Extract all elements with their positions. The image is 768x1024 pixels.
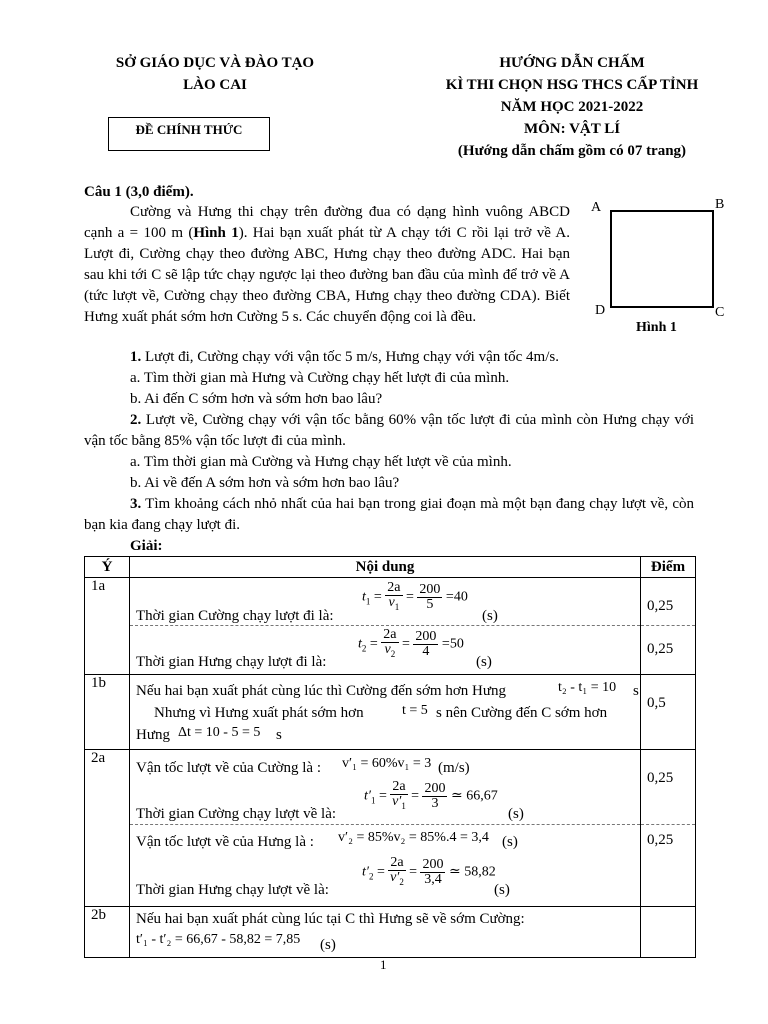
figure-caption: Hình 1 [636,320,677,335]
page-count-note: (Hướng dẫn chấm gồm có 07 trang) [457,143,687,159]
math-2a-3: v′₂ = 85%v₂ = 85%.4 = 3,4 [338,830,489,845]
frac-num: 2a [390,855,404,870]
frac-num: 2a [392,779,406,794]
part-1: 1. Lượt đi, Cường chạy với vận tốc 5 m/s, Hưng chạy với vận tốc 4m/s. [130,349,559,365]
math-2b-1: t′₁ - t′₂ = 66,67 - 58,82 = 7,85 [136,932,301,947]
guide-title: HƯỚNG DẪN CHẤM [499,55,645,71]
part-3: 3. Tìm khoảng cách nhỏ nhất của hai bạn trong giai đoạn mà một bạn đang chạy lượt về, còn bạn kia đang chạy lượt đi. [84,496,694,533]
unit-2a-4: (s) [494,882,510,898]
line-2a-2: Thời gian Cường chạy lượt về là: [136,806,337,822]
frac-num-value: 200 [422,856,444,872]
line-2b-1: Nếu hai bạn xuất phát cùng lúc tại C thì Hưng sẽ về sớm Cường: [136,911,525,927]
frac-num-value: 200 [415,628,437,644]
unit-1a-2: (s) [476,654,492,670]
row-id-2a: 2a [85,750,130,907]
col-header-score: Điểm [641,557,696,578]
unit-1b-1: s [633,683,639,699]
part-2a: a. Tìm thời gian mà Cường và Hưng chạy hết lượt về của mình. [130,454,512,470]
page-number: 1 [380,957,387,972]
line-1b-2b: s nên Cường đến C sớm hơn [436,705,608,721]
school-year: NĂM HỌC 2021-2022 [500,99,644,115]
math-1b-3: Δt = 10 - 5 = 5 [178,725,261,740]
unit-2b-1: (s) [320,937,336,953]
frac-den-value: 3 [431,795,439,811]
result-1a-2: =50 [441,636,464,652]
official-stamp-box: ĐỀ CHÍNH THỨC [108,117,270,151]
score-2a-2: 0,25 [647,832,674,848]
line-1b-3: Hưng [136,727,170,743]
frac-den-value: 5 [426,596,434,612]
part-1b: b. Ai đến C sớm hơn và sớm hơn bao lâu? [130,391,383,407]
part-2b: b. Ai về đến A sớm hơn và sớm hơn bao lâu? [130,475,400,491]
frac-num: 2a [387,580,401,595]
score-1b: 0,5 [647,695,666,711]
line-1a-1: Thời gian Cường chạy lượt đi là: [136,608,334,624]
line-1b-2: Nhưng vì Hưng xuất phát sớm hơn [154,705,364,721]
line-1b-1: Nếu hai bạn xuất phát cùng lúc thì Cường đến sớm hơn Hưng [136,683,506,699]
solution-heading: Giải: [130,538,163,554]
exam-title: KÌ THI CHỌN HSG THCS CẤP TỈNH [445,77,699,93]
frac-num-value: 200 [419,581,441,597]
result-2a-4: ≃ 58,82 [448,864,496,880]
figure-square-abcd [610,210,714,308]
dept-name: SỞ GIÁO DỤC VÀ ĐÀO TẠO [115,55,315,71]
unit-2a-2: (s) [508,806,524,822]
line-2a-3: Vận tốc lượt về của Hưng là : [136,834,314,850]
unit-1a-1: (s) [482,608,498,624]
math-2a-1: v′₁ = 60%v₁ = 3 [342,756,432,771]
row-id-2b: 2b [85,907,130,958]
part-2: 2. Lượt về, Cường chạy với vận tốc bằng 60% vận tốc lượt đi của mình còn Hưng chạy với vận tốc bằng 85% vận tốc lượt đi của mình. [84,412,695,449]
question-intro: Cường và Hưng thi chạy trên đường đua có dạng hình vuông ABCD cạnh a = 100 m (Hình 1). Hai bạn xuất phát từ A chạy tới C rồi lại trở về A. Lượt đi, Cường chạy theo đường ABC, Hưng chạy theo đường ADC. Hai bạn sau khi tới C sẽ lập tức chạy ngược lại theo đường ban đầu của mình để trở về A (tức lượt về, Cường chạy theo đường CBA, Hưng chạy theo đường CDA). Biết Hưng xuất phát sớm hơn Cường 5 s. Các chuyển động coi là đều. [84,204,570,325]
label-b: B [715,197,725,212]
row-id-1a: 1a [85,578,130,675]
table-row [85,907,696,958]
frac-num: 2a [383,627,397,642]
table-row: 2a Vận tốc lượt về của Cường là : v′₁ = 60%v₁ = 3 (m/s) Thời gian Cường chạy lượt về là: $t'_1$ = $\frac{2a}{v'_1}$ = $\frac{200}{3}$ ≃ 66,67 (s) Vận tốc lượt về của Hưng là : v′₂ = 85%v₂ = 85%.4 = 3,4 (s) Thời gian Hưng chạy lượt về là: $t'_2$ = $\frac{2a}{v'_2}$ = $\frac{200}{3,4}$ ≃ 58,82 (s) 0,25 0,25 [85,750,696,907]
answer-table [84,556,696,958]
unit-1b-3: s [276,727,282,743]
part-1a: a. Tìm thời gian mà Hưng và Cường chạy hết lượt đi của mình. [130,370,510,386]
frac-den-value: 3,4 [424,871,442,887]
math-1b-2: t = 5 [402,703,428,718]
score-2a-1: 0,25 [647,770,674,786]
label-a: A [591,200,602,215]
result-1a-1: =40 [445,589,468,605]
question-title: Câu 1 (3,0 điểm). [84,184,194,200]
label-d: D [595,303,606,318]
table-row: 1a Thời gian Cường chạy lượt đi là: $t_1$ = $\frac{2a}{v_1}$ = $\frac{200}{5}$ =40 (s) Thời gian Hưng chạy lượt đi là: $t_2$ = $\frac{2a}{v_2}$ = $\frac{200}{4}$ =50 (s) 0,25 0,25 [85,578,696,675]
table-row [85,675,696,750]
line-1a-2: Thời gian Hưng chạy lượt đi là: [136,654,327,670]
row-id-1b: 1b [85,675,130,750]
unit-2a-3: (s) [502,834,518,850]
frac-den-value: 4 [422,643,430,659]
result-2a-2: ≃ 66,67 [450,788,498,804]
line-2a-1: Vận tốc lượt về của Cường là : [136,760,321,776]
province-name: LÀO CAI [183,77,247,93]
unit-2a-1: (m/s) [438,760,470,776]
col-header-content: Nội dung [130,557,641,578]
score-1a-2: 0,25 [647,641,674,657]
math-1b-1: t₂ - t₁ = 10 [558,680,617,695]
label-c: C [715,305,725,320]
line-2a-4: Thời gian Hưng chạy lượt về là: [136,882,329,898]
frac-num-value: 200 [424,780,446,796]
score-1a-1: 0,25 [647,598,674,614]
col-header-item: Ý [85,557,130,578]
subject: MÔN: VẬT LÍ [523,121,621,137]
